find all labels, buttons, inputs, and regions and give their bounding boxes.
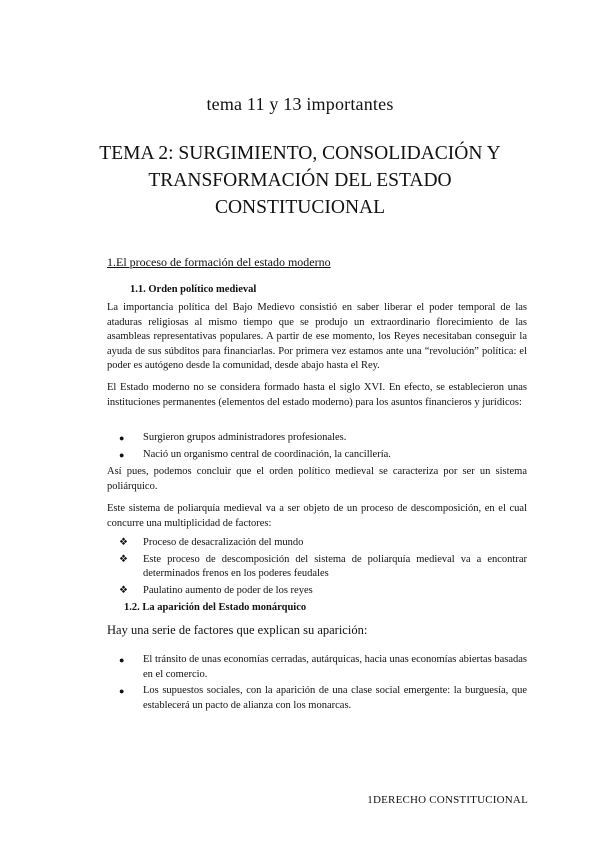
list-item-text: Nació un organismo central de coordinación, la cancillería.: [143, 448, 391, 460]
paragraph-4: Este sistema de poliarquía medieval va a ser objeto de un proceso de descomposición, en el cual concurre una multiplicidad de factores:: [107, 503, 527, 529]
paragraph-3: Así pues, podemos concluir que el orden político medieval se caracteriza por ser un sistema poliárquico.: [107, 466, 527, 492]
bullet-icon: ●: [119, 433, 125, 443]
diamond-bullet-icon: ❖: [119, 537, 128, 548]
list-item: [107, 684, 527, 713]
subsection-heading-2: 1.2. La aparición del Estado monárquico: [124, 602, 307, 613]
list-item: [107, 431, 527, 446]
list-item-text: Este proceso de descomposición del sistema de poliarquía medieval va a encontrar determinados frenos en los poderes feudales: [143, 553, 527, 579]
bullet-list-2: [107, 536, 527, 600]
list-item: [107, 553, 527, 582]
paragraph-2: El Estado moderno no se considera formado hasta el siglo XVI. En efecto, se establecieron unas instituciones permanentes (elementos del estado moderno) para los asuntos financieros y jurídicos:: [107, 382, 527, 408]
paragraph-1: La importancia política del Bajo Medievo consistió en saber liberar el poder temporal de las ataduras religiosas al mismo tiempo que se produjo un extraordinario florecimiento de las asambleas representativas populares. A partir de ese momento, los Reyes necesitaban conseguir la ayuda de sus súbditos para financiarlas. Por primera vez estamos ante una “revolución” política: el poder es autógeno desde la comunidad, desde abajo hasta el Rey.: [107, 302, 527, 371]
bullet-list-1: [107, 431, 527, 464]
list-item-text: Los supuestos sociales, con la aparición de una clase social emergente: la burguesía, que establecerá un pacto de alianza con los monarcas.: [143, 685, 527, 711]
list-item: [107, 536, 527, 551]
diamond-bullet-icon: ❖: [119, 553, 128, 565]
bullet-icon: ●: [119, 655, 125, 665]
document-title: tema 11 y 13 importantes: [206, 94, 394, 114]
list-item: [107, 653, 527, 682]
subsection-heading-1: 1.1. Orden político medieval: [130, 284, 257, 295]
list-item-text: El tránsito de unas economías cerradas, autárquicas, hacia unas economías abiertas basadas en el comercio.: [143, 654, 527, 680]
list-item-text: Paulatino aumento de poder de los reyes: [143, 584, 313, 596]
intro-paragraph: Hay una serie de factores que explican su aparición:: [107, 623, 368, 637]
list-item: [107, 448, 527, 463]
diamond-bullet-icon: ❖: [119, 584, 128, 596]
bullet-icon: ●: [119, 686, 125, 696]
list-item-text: Surgieron grupos administradores profesionales.: [143, 432, 347, 443]
list-item: [107, 584, 527, 599]
main-heading: TEMA 2: SURGIMIENTO, CONSOLIDACIÓN Y TRANSFORMACIÓN DEL ESTADO CONSTITUCIONAL: [99, 143, 501, 218]
page-footer: 1DERECHO CONSTITUCIONAL: [367, 794, 528, 806]
section-heading: 1.El proceso de formación del estado moderno: [107, 255, 331, 269]
bullet-list-3: [107, 653, 527, 715]
bullet-icon: ●: [119, 449, 125, 460]
list-item-text: Proceso de desacralización del mundo: [143, 537, 304, 548]
